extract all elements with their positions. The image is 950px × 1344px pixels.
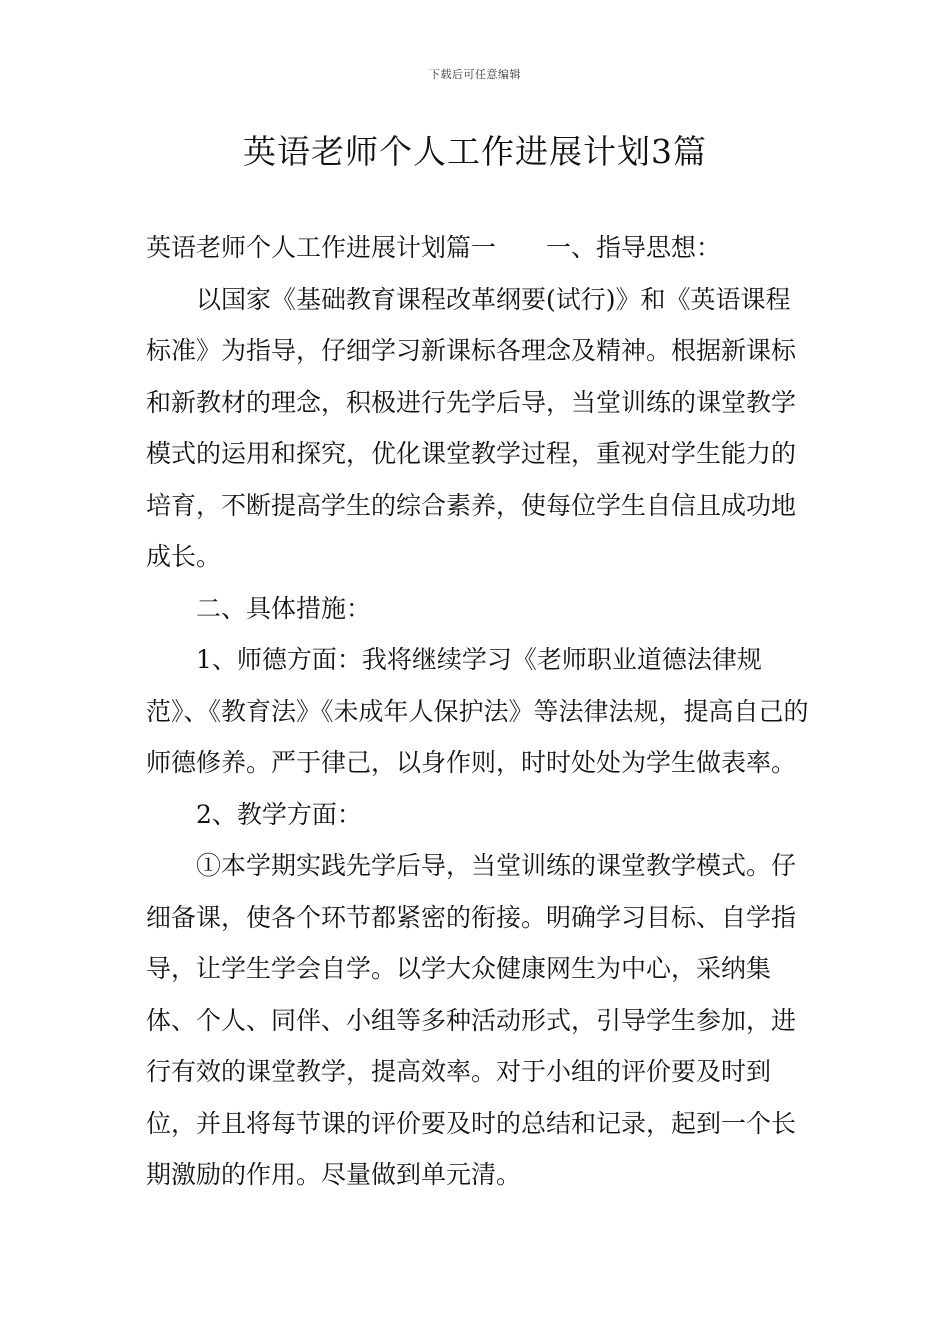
document-body — [146, 222, 810, 1201]
first-line — [146, 222, 810, 274]
document-title: 英语老师个人工作进展计划3篇 — [243, 132, 707, 171]
paragraph-ethics: 1、师德方面：我将继续学习《老师职业道德法律规范》、《教育法》《未成年人保护法》等法律法规，提高自己的师德修养。严于律己，以身作则，时时处处为学生做表率。 — [146, 645, 809, 777]
subheading-teaching: 2、教学方面： — [196, 799, 362, 829]
paragraph-guiding-thought: 以国家《基础教育课程改革纲要(试行)》和《英语课程标准》为指导，仔细学习新课标各理念及精神。根据新课标和新教材的理念，积极进行先学后导，当堂训练的课堂教学模式的运用和探究，优化课堂教学过程，重视对学生能力的培育，不断提高学生的综合素养，使每位学生自信且成功地成长。 — [146, 284, 797, 571]
download-note: 下载后可任意编辑 — [429, 68, 521, 81]
part-title: 英语老师个人工作进展计划篇一 — [146, 233, 497, 262]
section-heading: 一、指导思想： — [546, 233, 722, 262]
paragraph-teaching: ①本学期实践先学后导，当堂训练的课堂教学模式。仔细备课，使各个环节都紧密的衔接。明确学习目标、自学指导，让学生学会自学。以学大众健康网生为中心，采纳集体、个人、同伴、小组等多种活动形式，引导学生参加，进行有效的课堂教学，提高效率。对于小组的评价要及时到位，并且将每节课的评价要及时的总结和记录，起到一个长期激励的作用。尽量做到单元清。 — [146, 851, 797, 1189]
section-heading-measures: 二、具体措施： — [196, 593, 372, 623]
